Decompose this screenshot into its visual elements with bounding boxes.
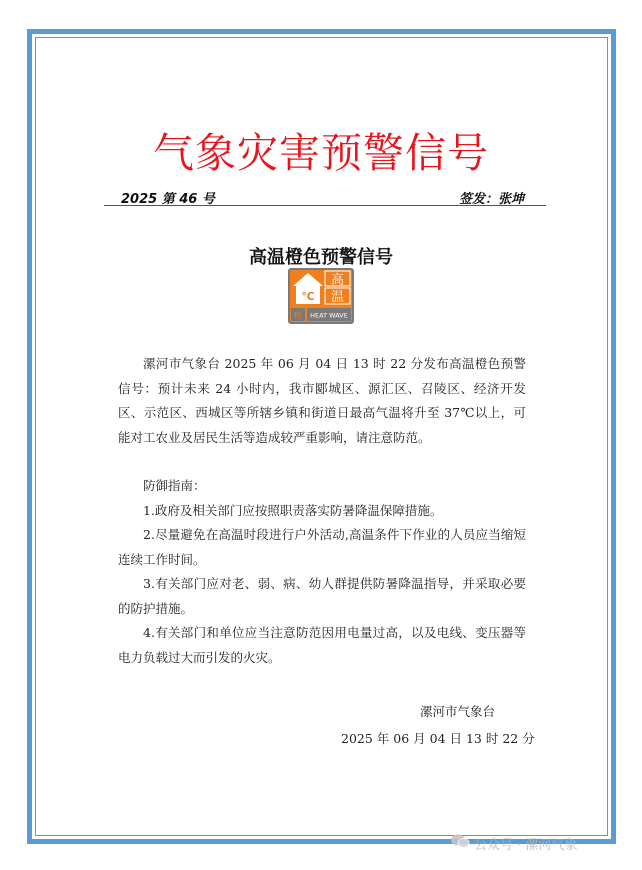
heat-orange-warning-icon	[288, 268, 354, 324]
icon-char-2: 温	[330, 290, 345, 305]
issue-date: 2025 年 06 月 04 日 13 时 22 分	[341, 731, 535, 746]
icon-char-1: 高	[330, 273, 345, 288]
guide-item-2: 2.尽量避免在高温时段进行户外活动,高温条件下作业的人员应当缩短连续工作时间。	[118, 527, 526, 567]
issue-number: 2025 第 46 号	[121, 192, 215, 207]
guide-item-1: 1.政府及相关部门应按照职责落实防暑降温保障措施。	[143, 502, 443, 518]
wechat-icon	[450, 833, 470, 853]
level-mark: 橙	[294, 311, 302, 320]
issuer: 漯河市气象台	[420, 704, 496, 719]
guide-item-4: 4.有关部门和单位应当注意防范因用电量过高，以及电线、变压器等电力负载过大而引发的火灾。	[118, 625, 526, 665]
signal-title: 高温橙色预警信号	[249, 247, 393, 268]
document-title: 气象灾害预警信号	[153, 129, 489, 177]
watermark	[450, 834, 577, 852]
intro-paragraph: 漯河市气象台 2025 年 06 月 04 日 13 时 22 分发布高温橙色预警信号：预计未来 24 小时内，我市郾城区、源汇区、召陵区、经济开发区、示范区、西城区等所辖乡镇和街道日最高气温将升至 37℃以上，可能对工农业及居民生活等造成较严重影响，请注意防范。	[118, 356, 526, 445]
guide-heading: 防御指南：	[143, 478, 206, 493]
document-body	[118, 352, 526, 670]
watermark-text: 公众号 · 漯河气象	[474, 837, 578, 853]
heat-wave-label: HEAT WAVE	[310, 311, 348, 320]
issue-line	[104, 188, 544, 207]
red-divider	[104, 205, 546, 206]
guide-item-3: 3.有关部门应对老、弱、病、幼人群提供防暑降温指导，并采取必要的防护措施。	[118, 576, 526, 616]
temp-symbol: ℃	[301, 290, 315, 303]
signer: 签发：张坤	[458, 192, 524, 207]
